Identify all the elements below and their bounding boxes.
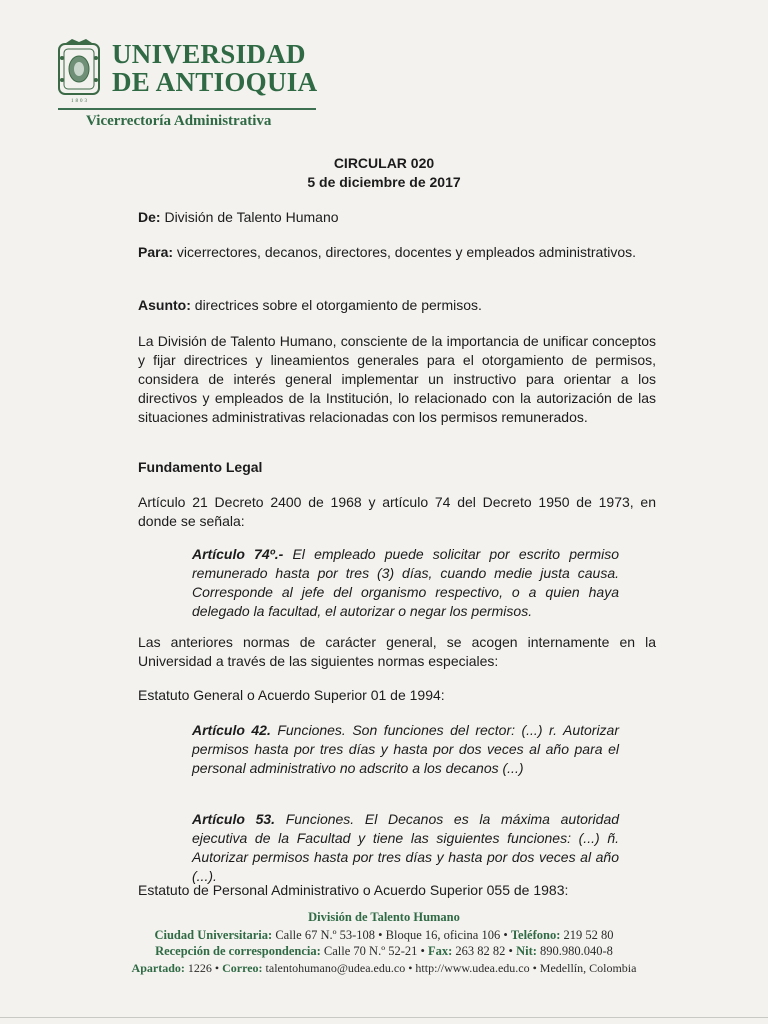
quote-article-74-label: Artículo 74º.-	[192, 546, 284, 562]
header-divider	[58, 108, 316, 110]
quote-article-42-label: Artículo 42.	[192, 722, 271, 738]
footer-phone-label: Teléfono:	[510, 928, 561, 942]
footer-mail-label: Recepción de correspondencia:	[155, 944, 321, 958]
page-bottom-edge	[0, 1017, 768, 1018]
legal-paragraph: Artículo 21 Decreto 2400 de 1968 y artículo 74 del Decreto 1950 de 1973, en donde se señala:	[138, 494, 656, 529]
university-seal-icon	[56, 38, 102, 98]
from-value: División de Talento Humano	[164, 209, 339, 225]
legal-heading: Fundamento Legal	[138, 459, 263, 475]
footer-nit-value: 890.980.040-8	[540, 944, 613, 958]
footer-contact-line	[0, 961, 768, 976]
to-value: vicerrectores, decanos, directores, docentes y empleados administrativos.	[176, 244, 637, 260]
footer-nit-label: Nit:	[516, 944, 537, 958]
statute-general: Estatuto General o Acuerdo Superior 01 de 1994:	[138, 687, 445, 703]
university-name-line2: DE ANTIOQUIA	[112, 67, 318, 97]
footer-mail-value: Calle 70 N.º 52-21 •	[323, 944, 425, 958]
norms-paragraph: Las anteriores normas de carácter general, se acogen internamente en la Universidad a través de las siguientes normas especiales:	[138, 634, 656, 669]
quote-article-74-text: El empleado puede solicitar por escrito permiso remunerado hasta por tres (3) días, cuando medie justa causa. Corresponde al jefe del organismo respectivo, o a quien haya delegado la facultad, el autorizar o negar los permisos.	[192, 546, 619, 619]
footer-fax-label: Fax:	[427, 944, 453, 958]
department-name: Vicerrectoría Administrativa	[86, 113, 272, 129]
footer-box-value: 1226 •	[187, 961, 220, 975]
intro-paragraph: La División de Talento Humano, consciente de la importancia de unificar conceptos y fijar directrices y lineamientos generales para el otorgamiento de permisos, considera de interés general implementar un instructivo para orientar a los directivos y empleados de la Institución, lo relacionado con la autorización de las situaciones administrativas relacionadas con los permisos remunerados.	[138, 333, 656, 425]
quote-article-53-text: Funciones. El Decanos es la máxima autoridad ejecutiva de la Facultad y tiene las siguientes funciones: (...) ñ. Autorizar permisos hasta por tres días y hasta por dos veces al año (...).	[192, 811, 620, 884]
subject-value: directrices sobre el otorgamiento de permisos.	[194, 297, 482, 313]
circular-number: CIRCULAR 020	[333, 155, 435, 171]
footer-email-label: Correo:	[222, 961, 263, 975]
footer-mail-line	[0, 944, 768, 959]
quote-article-42-text: Funciones. Son funciones del rector: (...) r. Autorizar permisos hasta por tres días y hasta por dos veces al año para el personal administrativo no adscrito a los decanos (...)	[192, 722, 619, 776]
quote-article-53-label: Artículo 53.	[192, 811, 276, 827]
to-label: Para:	[138, 244, 174, 260]
memo-subject	[138, 296, 656, 315]
footer-fax-value: 263 82 82 •	[455, 944, 513, 958]
footer-cu-label: Ciudad Universitaria:	[154, 928, 273, 942]
seal-year: 1803	[71, 99, 89, 104]
footer-division: División de Talento Humano	[308, 910, 460, 924]
university-name	[112, 40, 317, 96]
memo-from	[138, 208, 656, 227]
quote-article-74	[192, 545, 619, 621]
footer-phone-value: 219 52 80	[563, 928, 614, 942]
footer-address-line	[0, 928, 768, 943]
statute-staff: Estatuto de Personal Administrativo o Acuerdo Superior 055 de 1983:	[138, 882, 569, 898]
circular-date: 5 de diciembre de 2017	[307, 174, 461, 190]
footer-box-label: Apartado:	[131, 961, 185, 975]
footer-email-value: talentohumano@udea.edu.co • http://www.udea.edu.co • Medellín, Colombia	[265, 961, 637, 975]
quote-article-42	[192, 721, 619, 778]
from-label: De:	[138, 209, 161, 225]
footer-cu-value: Calle 67 N.º 53-108 • Bloque 16, oficina 106 •	[275, 928, 508, 942]
subject-label: Asunto:	[138, 297, 191, 313]
memo-to	[138, 243, 656, 262]
university-name-line1: UNIVERSIDAD	[112, 39, 306, 69]
quote-article-53	[192, 810, 619, 886]
